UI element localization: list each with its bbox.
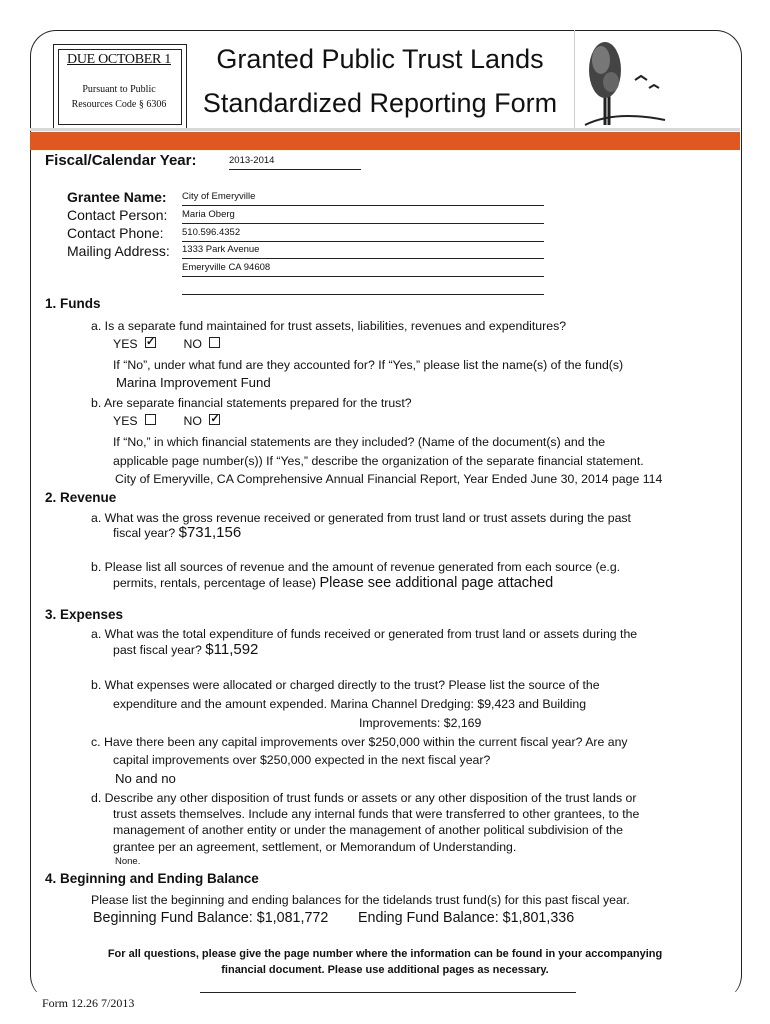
mailing-address-field-1[interactable] <box>182 244 544 259</box>
section-funds-title: 1. Funds <box>45 296 101 311</box>
pursuant-line-2: Resources Code § 6306 <box>71 99 167 110</box>
funds-a-yes-checkbox[interactable] <box>145 337 156 348</box>
funds-b-followup-1: If “No,” in which financial statements are they included? (Name of the document(s) and the <box>113 435 606 449</box>
funds-a-yes-label: YES <box>113 337 138 351</box>
funds-a-no-label: NO <box>183 337 202 351</box>
expenses-b-question-2: expenditure and the amount expended. Marina Channel Dredging: $9,423 and Building <box>113 697 587 711</box>
ending-balance[interactable]: Ending Fund Balance: $1,801,336 <box>358 910 575 926</box>
revenue-b-answer[interactable]: Please see additional page attached <box>319 575 554 591</box>
contact-person-label: Contact Person: <box>67 207 168 223</box>
funds-b-answer[interactable]: City of Emeryville, CA Comprehensive Annual Financial Report, Year Ended June 30, 2014 page 114 <box>115 472 663 486</box>
balance-question: Please list the beginning and ending balances for the tidelands trust fund(s) for this past fiscal year. <box>91 893 630 907</box>
contact-person-field[interactable] <box>182 209 544 224</box>
contact-phone-label: Contact Phone: <box>67 225 164 241</box>
footer-note-line-1: For all questions, please give the page number where the information can be found in your accompanying <box>107 948 663 960</box>
section-balance-title: 4. Beginning and Ending Balance <box>45 871 259 886</box>
funds-a-choices <box>113 335 220 353</box>
revenue-b-question-1: b. Please list all sources of revenue and the amount of revenue generated from each source (e.g. <box>91 560 621 574</box>
revenue-a-answer[interactable]: $731,156 <box>178 524 242 541</box>
mailing-address-label: Mailing Address: <box>67 243 170 259</box>
beginning-balance[interactable]: Beginning Fund Balance: $1,081,772 <box>93 910 329 926</box>
header-shadow <box>30 128 740 131</box>
grantee-name-field[interactable] <box>182 191 544 206</box>
signature-line <box>200 992 576 993</box>
contact-person-value: Maria Oberg <box>182 209 235 220</box>
tree-landscape-logo <box>574 30 675 130</box>
expenses-a-question-2 <box>113 641 258 659</box>
expenses-a-answer[interactable]: $11,592 <box>205 641 259 658</box>
expenses-c-question-1: c. Have there been any capital improvements over $250,000 within the current fiscal year? Are any <box>91 735 628 749</box>
funds-b-question: b. Are separate financial statements prepared for the trust? <box>91 396 412 410</box>
due-date: DUE OCTOBER 1 <box>67 52 171 67</box>
contact-phone-field[interactable] <box>182 227 544 242</box>
expenses-c-question-2: capital improvements over $250,000 expected in the next fiscal year? <box>113 753 491 767</box>
expenses-d-question-2: trust assets themselves. Include any internal funds that were transferred to other grantees, to the <box>113 807 640 821</box>
fiscal-year-value: 2013-2014 <box>229 155 275 166</box>
funds-a-question: a. Is a separate fund maintained for trust assets, liabilities, revenues and expenditures? <box>91 319 567 333</box>
expenses-d-answer[interactable]: None. <box>115 856 141 867</box>
pursuant-text <box>58 82 180 112</box>
revenue-a-question-2-text: fiscal year? <box>113 526 176 540</box>
grantee-name-label: Grantee Name: <box>67 189 167 205</box>
title-line-2: Standardized Reporting Form <box>202 88 558 118</box>
expenses-d-question-3: management of another entity or under the management of another political subdivision of the <box>113 823 623 837</box>
fiscal-year-label: Fiscal/Calendar Year: <box>45 152 197 169</box>
funds-b-no-checkbox[interactable] <box>209 414 220 425</box>
expenses-a-question-2-text: past fiscal year? <box>113 643 202 657</box>
mailing-address-field-3[interactable] <box>182 280 544 295</box>
expenses-b-question-3: Improvements: $2,169 <box>359 716 482 730</box>
revenue-b-question-2 <box>113 574 553 592</box>
contact-phone-value: 510.596.4352 <box>182 227 241 238</box>
funds-b-yes-checkbox[interactable] <box>145 414 156 425</box>
footer-note <box>45 946 725 978</box>
expenses-b-question-1: b. What expenses were allocated or charged directly to the trust? Please list the source of the <box>91 678 600 692</box>
funds-b-no-label: NO <box>183 414 202 428</box>
fiscal-year-field[interactable] <box>229 155 361 170</box>
expenses-d-question-4: grantee per an agreement, settlement, or Memorandum of Understanding. <box>113 840 517 854</box>
expenses-d-question-1: d. Describe any other disposition of trust funds or assets or any other disposition of the trust lands or <box>91 791 637 805</box>
funds-a-no-checkbox[interactable] <box>209 337 220 348</box>
expenses-a-question-1: a. What was the total expenditure of funds received or generated from trust land or assets during the <box>91 627 638 641</box>
mailing-address-field-2[interactable] <box>182 262 544 277</box>
pursuant-line-1: Pursuant to Public <box>82 84 156 95</box>
revenue-a-question-2 <box>113 524 241 542</box>
grantee-name-value: City of Emeryville <box>182 191 256 202</box>
form-number: Form 12.26 7/2013 <box>42 996 135 1010</box>
section-expenses-title: 3. Expenses <box>45 607 124 622</box>
funds-b-yes-label: YES <box>113 414 138 428</box>
title-line-1: Granted Public Trust Lands <box>216 44 544 74</box>
section-revenue-title: 2. Revenue <box>45 490 117 505</box>
footer-note-line-2: financial document. Please use additional pages as necessary. <box>221 964 549 976</box>
expenses-c-answer[interactable]: No and no <box>115 771 176 786</box>
mailing-address-line-2: Emeryville CA 94608 <box>182 262 271 273</box>
funds-b-followup-2: applicable page number(s)) If “Yes,” describe the organization of the separate financial statement. <box>113 454 644 468</box>
funds-b-choices <box>113 412 220 430</box>
funds-a-followup: If “No”, under what fund are they accounted for? If “Yes,” please list the name(s) of the fund(s) <box>113 358 624 372</box>
revenue-b-question-2-text: permits, rentals, percentage of lease) <box>113 576 317 590</box>
mailing-address-line-1: 1333 Park Avenue <box>182 244 260 255</box>
funds-a-answer[interactable]: Marina Improvement Fund <box>116 375 271 390</box>
accent-bar <box>30 132 740 150</box>
revenue-a-question-1: a. What was the gross revenue received or generated from trust land or trust assets during the past <box>91 511 631 525</box>
